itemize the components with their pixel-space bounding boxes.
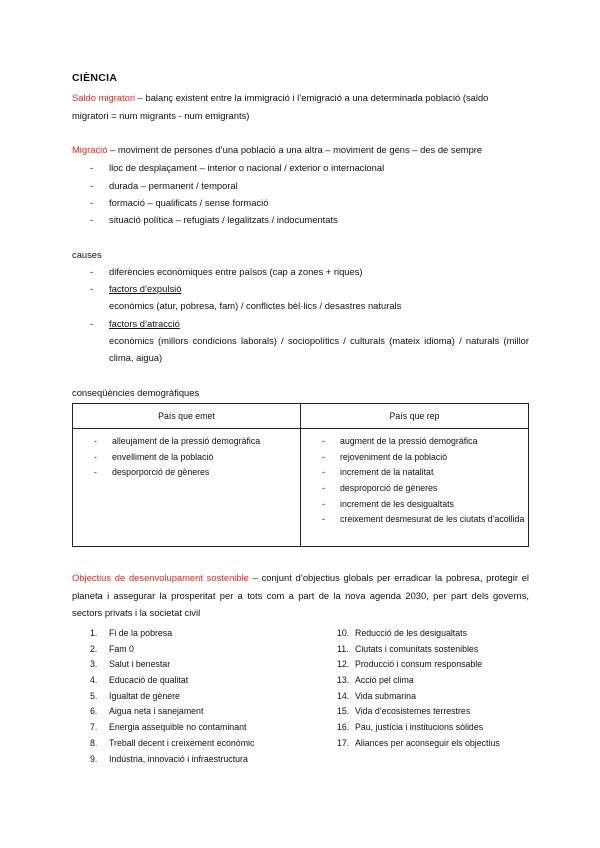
list-item: [90, 628, 320, 644]
list-item-number: 16.: [337, 722, 350, 733]
list-item: [90, 691, 320, 707]
list-item-number: 11.: [337, 643, 349, 654]
list-item-number: 1.: [90, 628, 98, 638]
list-item-label: Indústria, innovació i infraestructura: [109, 753, 248, 764]
list-item-label: Aliances per aconseguir els objectius: [355, 737, 500, 748]
ods-list-left: [90, 628, 320, 769]
list-item: [337, 659, 537, 675]
list-item-label: Treball decent i creixement econòmic: [109, 737, 255, 748]
list-item: [337, 706, 537, 722]
list-item-number: 17.: [337, 737, 350, 748]
list-item-number: 6.: [90, 706, 98, 717]
list-item-number: 2.: [90, 643, 98, 654]
atraccio-text: econòmics (millors condicions laborals) / sociopolítics / culturals (mateix idioma) / naturals (millor clima, aigua): [109, 335, 529, 363]
table-cell-rep: - augment de la pressió demogràfica - rejoveniment de la població - increment de la natalitat - desproporció de gèneres - increment de les desigualtats - creixement desmesurat de les ciutats d’acollida: [301, 429, 529, 547]
migracio-definition: – moviment de persones d’una població a una altra – moviment de gens – des de sempre: [107, 144, 483, 155]
list-item: [337, 628, 537, 644]
saldo-term: Saldo migratori: [72, 92, 136, 103]
table-header-rep: País que rep: [301, 404, 529, 429]
list-item-number: 13.: [337, 675, 350, 686]
list-item-number: 9.: [90, 753, 98, 764]
list-item-label: Vida submarina: [355, 690, 416, 701]
list-item: [90, 706, 320, 722]
ods-paragraph: [72, 569, 529, 622]
saldo-line-2: migratori = num migrants - num emigrants): [72, 110, 250, 121]
list-item-label: Energia assequible no contaminant: [109, 722, 247, 733]
list-item: [337, 738, 537, 754]
expulsio-text: econòmics (atur, pobresa, fam) / conflictes bèl·lics / desastres naturals: [109, 300, 402, 311]
table-cell-emet: - alleujament de la pressió demogràfica - envelliment de la població - desporporció de gèneres: [73, 429, 301, 547]
ods-term: Objectius de desenvolupament sostenible: [72, 572, 249, 583]
list-item: [337, 691, 537, 707]
list-item-number: 5.: [90, 690, 98, 701]
list-item: [90, 659, 320, 675]
list-item-label: Ciutats i comunitats sostenibles: [355, 643, 479, 654]
list-item-label: Fi de la pobresa: [109, 628, 173, 638]
ods-list-right: [337, 628, 537, 754]
list-item-number: 4.: [90, 675, 98, 686]
list-item-number: 8.: [90, 737, 98, 748]
table-header-row: [73, 404, 529, 429]
list-item-number: 14.: [337, 690, 350, 701]
migracio-term: Migració: [72, 144, 108, 155]
list-item: [90, 738, 320, 754]
list-item-text: creixement desmesurat de les ciutats d’acollida: [340, 514, 525, 524]
causes-label: causes: [72, 249, 102, 260]
list-item-label: Acció pel clima: [355, 675, 414, 686]
list-item: [90, 754, 320, 770]
saldo-line-1: [72, 92, 488, 103]
list-item: [90, 722, 320, 738]
list-item: [90, 644, 320, 660]
consequencies-table: [72, 403, 529, 547]
table-row: [73, 429, 529, 547]
list-item: [337, 644, 537, 660]
list-item-label: Igualtat de gènere: [109, 690, 180, 701]
list-item: [337, 722, 537, 738]
list-item-number: 12.: [337, 659, 350, 670]
list-item: [90, 675, 320, 691]
list-item-number: 7.: [90, 722, 98, 733]
list-item-label: Producció i consum responsable: [355, 659, 483, 670]
list-item-label: Pau, justícia i institucions sòlides: [355, 722, 484, 733]
list-item: [337, 675, 537, 691]
consequencies-label: conseqüències demogràfiques: [72, 387, 200, 398]
list-item-number: 10.: [337, 628, 350, 638]
list-item-label: Educació de qualitat: [109, 675, 189, 686]
list-item-label: Aigua neta i sanejament: [109, 706, 204, 717]
page-title: CIÈNCIA: [72, 72, 118, 84]
saldo-definition: – balanç existent entre la immigració i l’emigració a una determinada població (saldo: [135, 92, 489, 103]
list-item-number: 15.: [337, 706, 350, 717]
list-item-label: Reducció de les desigualtats: [355, 628, 467, 638]
list-item-number: 3.: [90, 659, 98, 670]
migracio-line: [72, 144, 482, 155]
list-item-label: Salut i benestar: [109, 659, 171, 670]
list-item-label: Vida d’ecosistemes terrestres: [355, 706, 471, 717]
list-item-label: Fam 0: [109, 643, 134, 654]
ods-definition: – conjunt d’objectius globals per erradicar la pobresa, protegir el planeta i assegurar la prosperitat per a tots com a part de la nova agenda 2030, per part dels governs, sectors privats i la societat civil: [72, 572, 529, 618]
document-page: CIÈNCIA Saldo migratori – balanç existent entre la immigració i l’emigració a una determinada població (saldo migratori = num migrants - num emigrants) Migració – moviment de persones d’una població a una altra – moviment de gens – des de sempre - lloc de desplaçament – interior o nacional / exterior o internacional - durada – permanent / temporal - formació – qualificats / sense formació - situació política – refugiats / legalitzats / indocumentats causes - diferències econòmiques entre països (cap a zones + riques) - factors d’expulsió econòmics (atur, pobresa, fam) / conflictes bèl·lics / desastres naturals - factors d’atracció econòmics (millors condicions laborals) / sociopolítics / culturals (mateix idioma) / naturals (millor clima, aigua) conseqüències demogràfiques País que emet País que rep - alleujament de la pressió demogràfica - envelliment de la població - desporporció de gèneres - augment de la pressió demogràfica - rejoveniment de la població - increment de la natalitat - desproporció de gèneres - increment de les desigualtats - creixement desmesurat de les ciutats d’acollida Objectius de desenvolupament sostenible – conjunt d’objectius globals per erradicar la pobresa, protegir el planeta i assegurar la prosperitat per a tots com a part de la nova agenda 2030, per part dels governs, sectors privats i la societat civil 1. Fi de la pobresa 2. Fam 0 3. Salut i benestar 4. Educació de qualitat 5. Igualtat de gènere 6. Aigua neta i sanejament 7. Energia assequible no contaminant 8. Treball decent i creixement econòmic 9. Indústria, innovació i infraestructura 10. Reducció de les desigualtats 11. Ciutats i comunitats sostenibles 12. Producció i consum responsable 13. Acció pel clima 14. Vida submarina 15. Vida d’ecosistemes terrestres 16. Pau, justícia i institucions sòlides 17. Aliances per aconseguir els objectius: [0, 0, 600, 848]
table-header-emet: País que emet: [73, 404, 301, 429]
